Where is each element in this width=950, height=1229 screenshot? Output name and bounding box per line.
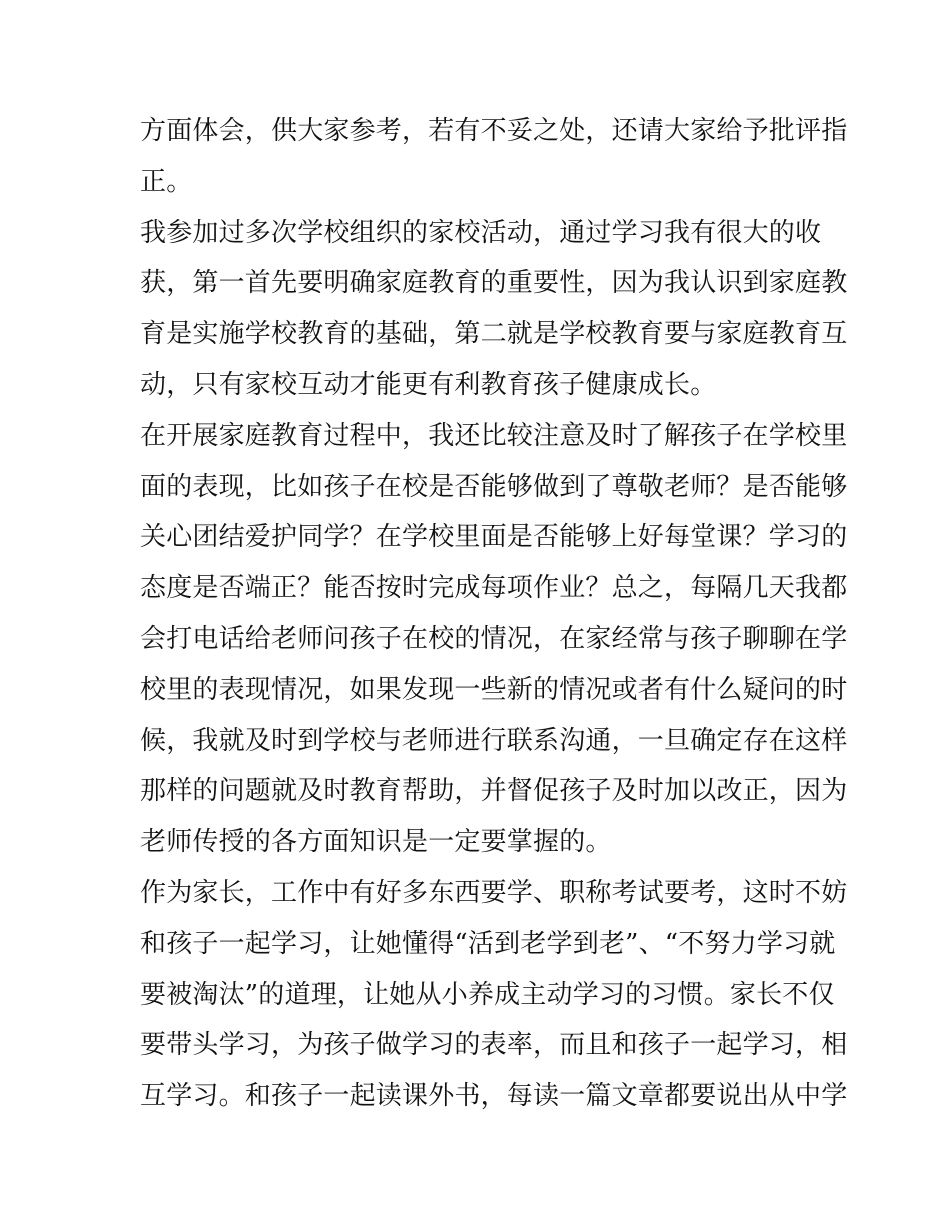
text-line: 作为家长，工作中有好多东西要学、职称考试要考，这时不妨: [140, 877, 848, 908]
text-line: 我参加过多次学校组织的家校活动，通过学习我有很大的收: [140, 217, 822, 248]
text-line: 关心团结爱护同学？在学校里面是否能够上好每堂课？学习的: [140, 522, 848, 553]
text-line: 和孩子一起学习，让她懂得“活到老学到老”、“不努力学习就: [140, 928, 836, 959]
text-line: 校里的表现情况，如果发现一些新的情况或者有什么疑问的时: [140, 674, 848, 705]
text-line: 老师传授的各方面知识是一定要掌握的。: [140, 827, 612, 858]
text-line: 动，只有家校互动才能更有利教育孩子健康成长。: [140, 369, 717, 400]
text-line: 在开展家庭教育过程中，我还比较注意及时了解孩子在学校里: [140, 420, 848, 451]
text-line: 要被淘汰”的道理，让她从小养成主动学习的习惯。家长不仅: [140, 979, 835, 1010]
text-line: 要带头学习，为孩子做学习的表率，而且和孩子一起学习，相: [140, 1030, 848, 1061]
text-line: 方面体会，供大家参考，若有不妥之处，还请大家给予批评指: [140, 116, 848, 146]
document-body-text: [140, 106, 848, 1122]
text-line: 面的表现，比如孩子在校是否能够做到了尊敬老师？是否能够: [140, 471, 848, 502]
text-line: 获，第一首先要明确家庭教育的重要性，因为我认识到家庭教: [140, 268, 848, 299]
text-line: 育是实施学校教育的基础，第二就是学校教育要与家庭教育互: [140, 319, 848, 350]
text-line: 那样的问题就及时教育帮助，并督促孩子及时加以改正，因为: [140, 776, 848, 807]
text-line: 互学习。和孩子一起读课外书，每读一篇文章都要说出从中学: [140, 1081, 848, 1112]
text-line: 候，我就及时到学校与老师进行联系沟通，一旦确定存在这样: [140, 725, 848, 756]
text-line: 正。: [140, 166, 193, 197]
text-line: 会打电话给老师问孩子在校的情况，在家经常与孩子聊聊在学: [140, 623, 848, 654]
text-line: 态度是否端正？能否按时完成每项作业？总之，每隔几天我都: [140, 573, 848, 604]
